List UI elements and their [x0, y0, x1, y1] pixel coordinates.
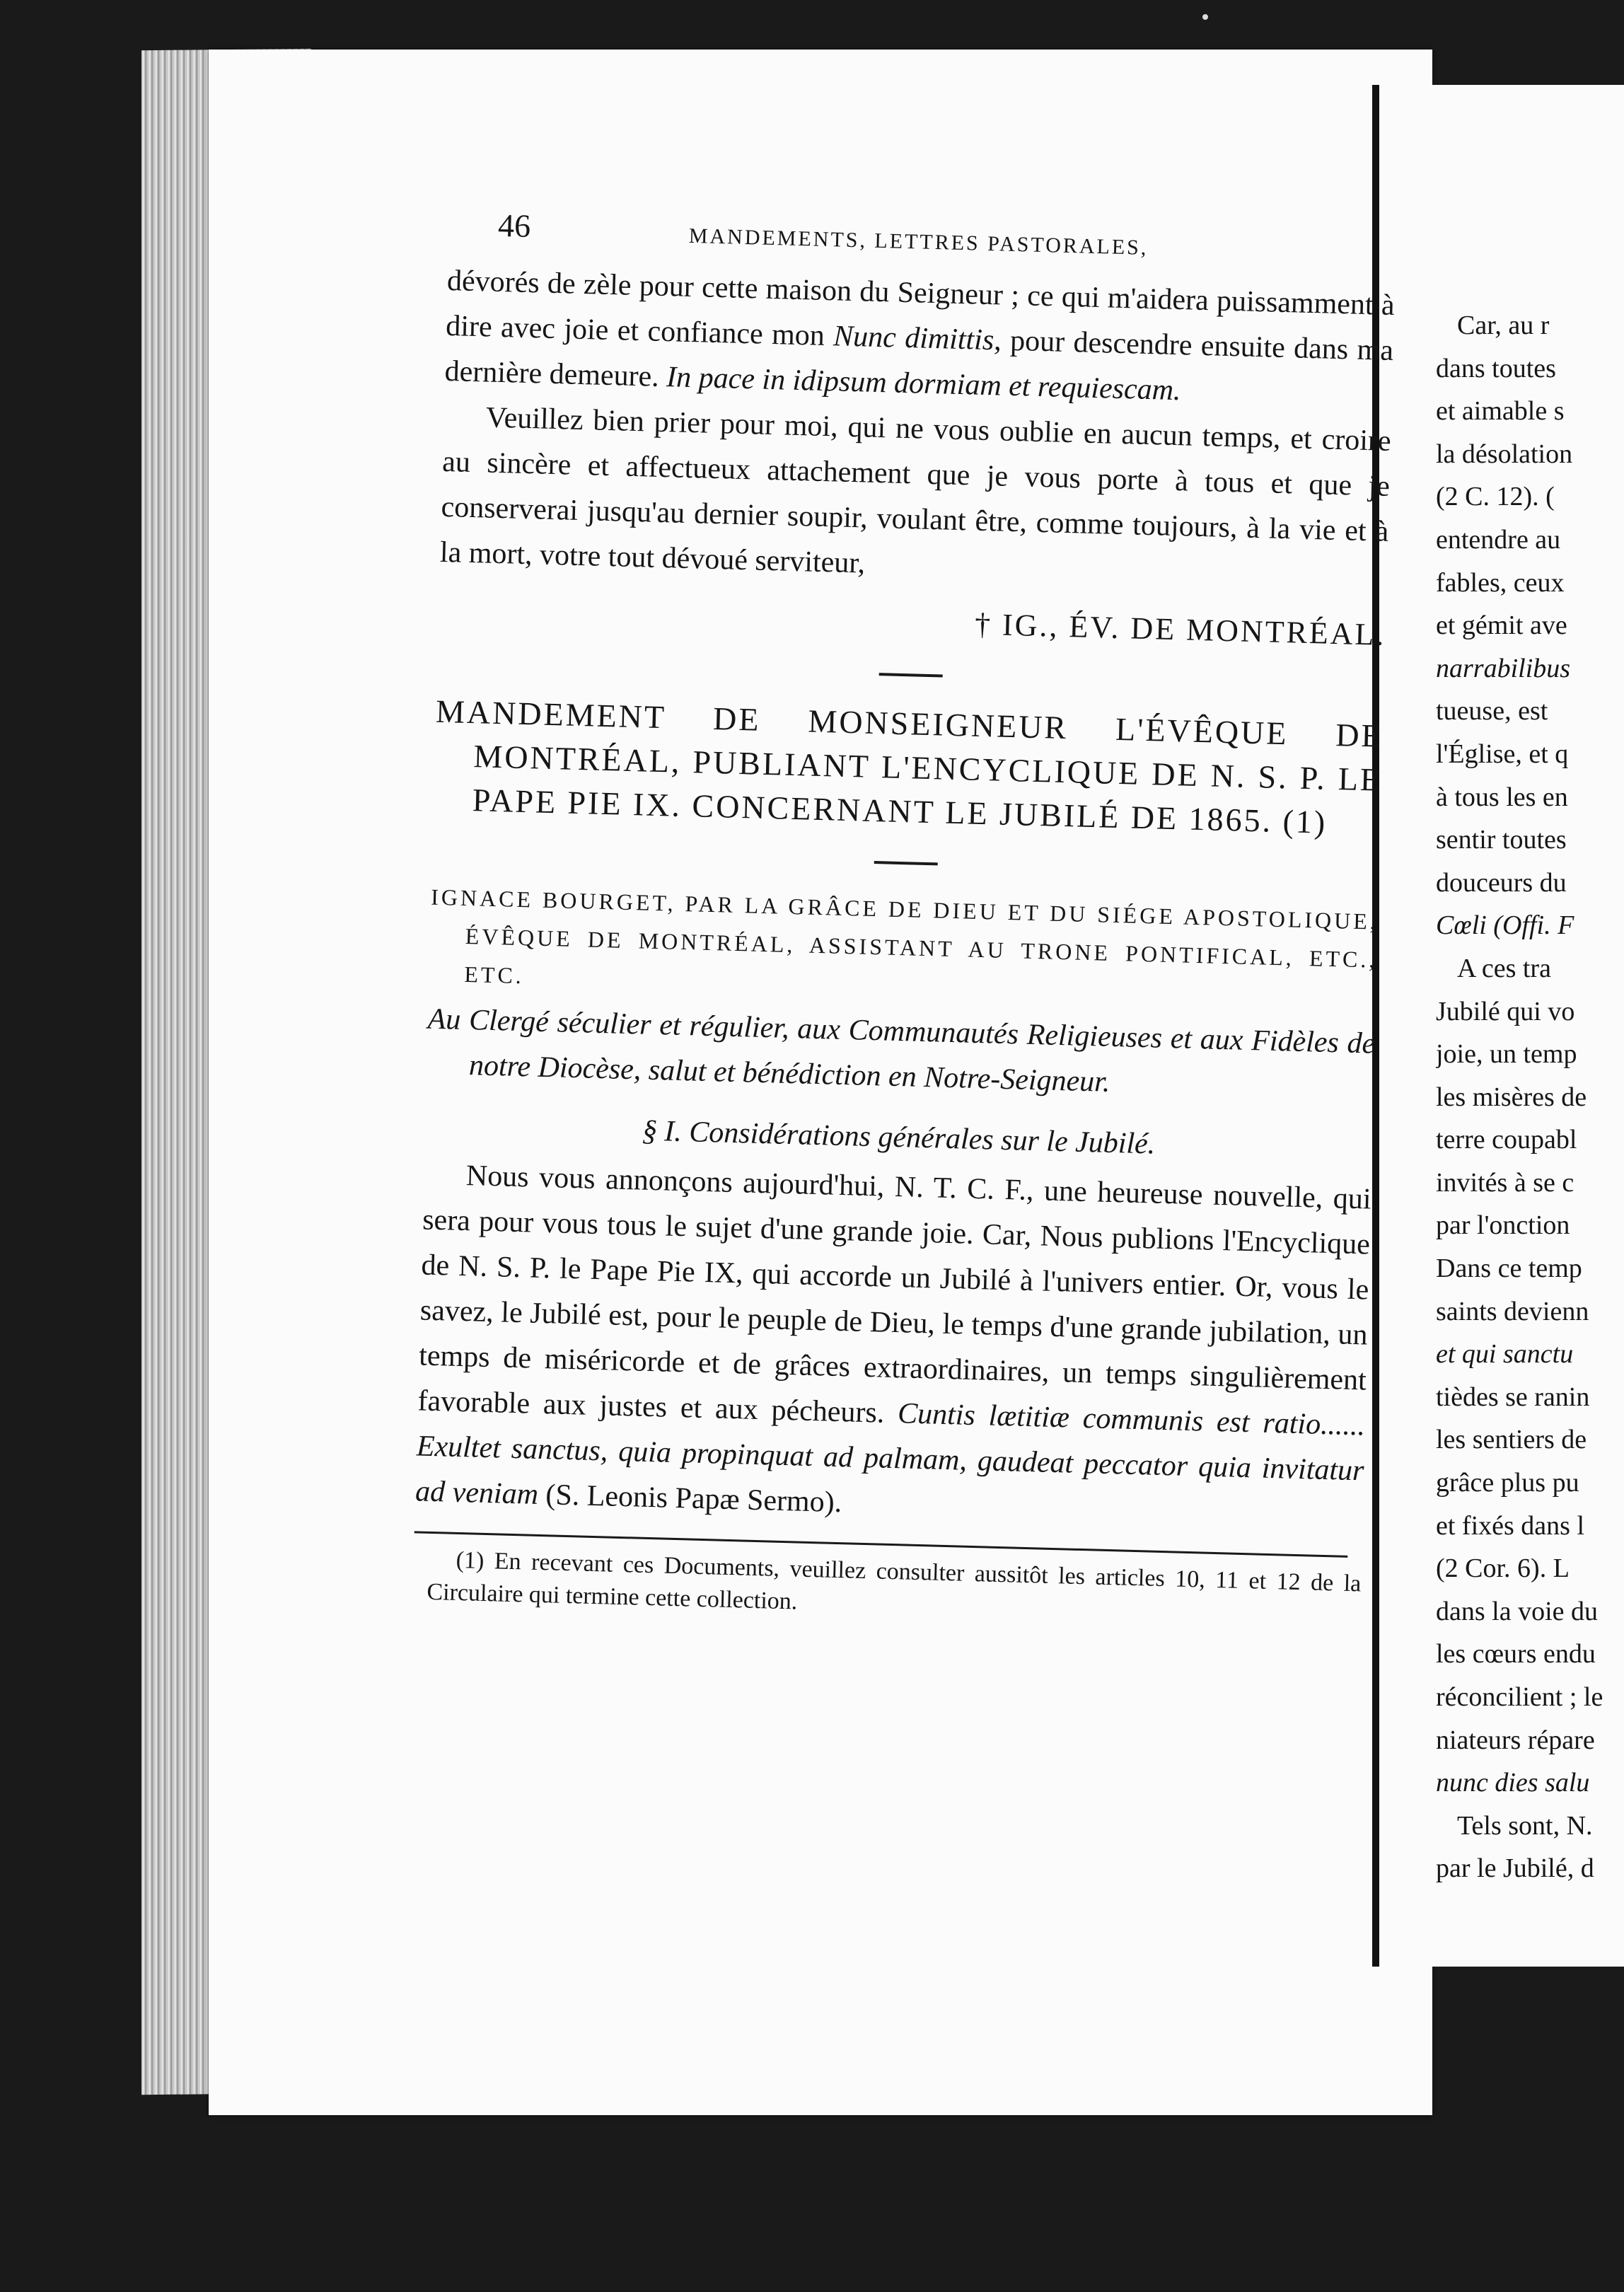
right-page-line: saints devienn [1436, 1296, 1589, 1326]
page-number: 46 [497, 207, 531, 245]
address-block: Au Clergé séculier et régulier, aux Communautés Religieuses et aux Fidèles de notre Diocèse, salut et bénédiction en Notre-Seigneur. [427, 1002, 1376, 1099]
right-page-line: les cœurs endu [1436, 1639, 1596, 1669]
running-head: MANDEMENTS, LETTRES PASTORALES, [688, 224, 1149, 260]
right-page-line: dans toutes [1436, 353, 1556, 383]
right-page-line: (2 Cor. 6). L [1436, 1553, 1570, 1584]
right-page-line: les misères de [1436, 1082, 1587, 1112]
right-page-line: tueuse, est [1436, 696, 1548, 727]
right-page-line: sentir toutes [1436, 825, 1567, 855]
section-title-text: § I. Considérations générales sur le Jubilé. [642, 1114, 1156, 1161]
latin-quote: Cuntis lætitiæ communis est ratio...... Exultet sanctus, quia propinquat ad palmam, gaudeat peccator quia invitatur ad veniam [414, 1397, 1366, 1511]
right-page-line: et gémit ave [1436, 610, 1567, 641]
right-page-line: tièdes se ranin [1436, 1382, 1590, 1412]
signature: † IG., ÉV. DE MONTRÉAL. [974, 606, 1387, 652]
left-page-text [412, 202, 1397, 1633]
right-page-line: l'Église, et q [1436, 739, 1569, 769]
latin-phrase: Nunc dimittis [833, 320, 994, 357]
right-page-line: la désolation [1436, 439, 1573, 469]
document-title-text: MANDEMENT DE MONSEIGNEUR L'ÉVÊQUE DE MONTRÉAL, PUBLIANT L'ENCYCLIQUE DE N. S. P. LE PAPE PIE IX. CONCERNANT LE JUBILÉ DE 1865. (1) [435, 693, 1384, 840]
right-page-line: terre coupabl [1436, 1125, 1577, 1155]
right-page-text [1436, 304, 1624, 1890]
right-page-line: et aimable s [1436, 396, 1565, 427]
right-page-line: réconcilient ; le [1436, 1682, 1603, 1712]
paragraph-farewell: Veuillez bien prier pour moi, qui ne vous oublie en aucun temps, et croire au sincère et affectueux attachement que je vous porte à tous et que je conserverai jusqu'au dernier soupir, voulant être, comme toujours, à la vie et à la mort, votre tout dévoué serviteur, [439, 401, 1392, 580]
right-page-line: invités à se c [1436, 1167, 1574, 1198]
right-page-line: Tels sont, N. [1457, 1810, 1593, 1841]
right-page-line: A ces tra [1457, 953, 1551, 983]
right-page-line: joie, un temp [1436, 1039, 1577, 1070]
paragraph-announcement [414, 1152, 1371, 1539]
right-page-line: entendre au [1436, 524, 1561, 555]
right-page-line: et qui sanctu [1436, 1339, 1574, 1370]
right-page-line: Dans ce temp [1436, 1254, 1582, 1284]
right-page-line: dans la voie du [1436, 1596, 1599, 1626]
paragraph-text: Nous vous annonçons aujourd'hui, N. T. C. F., une heureuse nouvelle, qui sera pour vous tous le sujet d'une grande joie. Car, Nous publions l'Encyclique de N. S. P. le Pape Pie IX, qui accorde un Jubilé à l'univers entier. Or, vous le savez, le Jubilé est, pour le peuple de Dieu, le temps d'une grande jubilation, un temps de miséricorde et de grâces extraordinaires, un temps singulièrement favorable aux justes et aux pécheurs. [417, 1159, 1372, 1430]
section-divider [879, 673, 943, 677]
right-page-line: nunc dies salu [1436, 1768, 1590, 1798]
right-page-line: (2 C. 12). ( [1436, 482, 1555, 512]
right-page-line: grâce plus pu [1436, 1468, 1579, 1498]
issuer-block: IGNACE BOURGET, PAR LA GRÂCE DE DIEU ET DU SIÉGE APOSTOLIQUE, ÉVÊQUE DE MONTRÉAL, ASSISTANT AU TRONE PONTIFICAL, ETC., ETC. [430, 884, 1379, 989]
right-page-line: par l'onction [1436, 1210, 1570, 1241]
right-page-line: à tous les en [1436, 782, 1568, 812]
paragraph-text: (S. Leonis Papæ Sermo). [538, 1478, 842, 1520]
right-page-line: Cœli (Offi. F [1436, 910, 1574, 941]
paragraph-text: dévorés de zèle pour cette maison du Seigneur ; ce qui m'aidera puissamment à dire avec joie et confiance mon [445, 264, 1396, 353]
dust-speck [1202, 14, 1208, 20]
right-page-line: par le Jubilé, d [1436, 1853, 1594, 1884]
footnote: (1) En recevant ces Documents, veuillez consulter aussitôt les articles 10, 11 et 12 de la Circulaire qui termine cette collection. [427, 1546, 1362, 1615]
right-page-line: narrabilibus [1436, 653, 1571, 683]
paragraph-text: , pour descendre ensuite dans ma dernière demeure. [444, 324, 1394, 394]
document-title [433, 690, 1384, 846]
right-page-line: niateurs répare [1436, 1725, 1595, 1755]
right-page-line: les sentiers de [1436, 1425, 1587, 1455]
right-page-line: Car, au r [1457, 311, 1550, 340]
right-page-line: et fixés dans l [1436, 1510, 1585, 1541]
right-page-line: Jubilé qui vo [1436, 996, 1575, 1026]
right-page-line: fables, ceux [1436, 567, 1565, 598]
right-page-line: douceurs du [1436, 867, 1567, 898]
section-divider [874, 861, 938, 865]
latin-phrase: In pace in idipsum dormiam et requiescam. [666, 361, 1182, 407]
paragraph-closing [444, 258, 1396, 419]
